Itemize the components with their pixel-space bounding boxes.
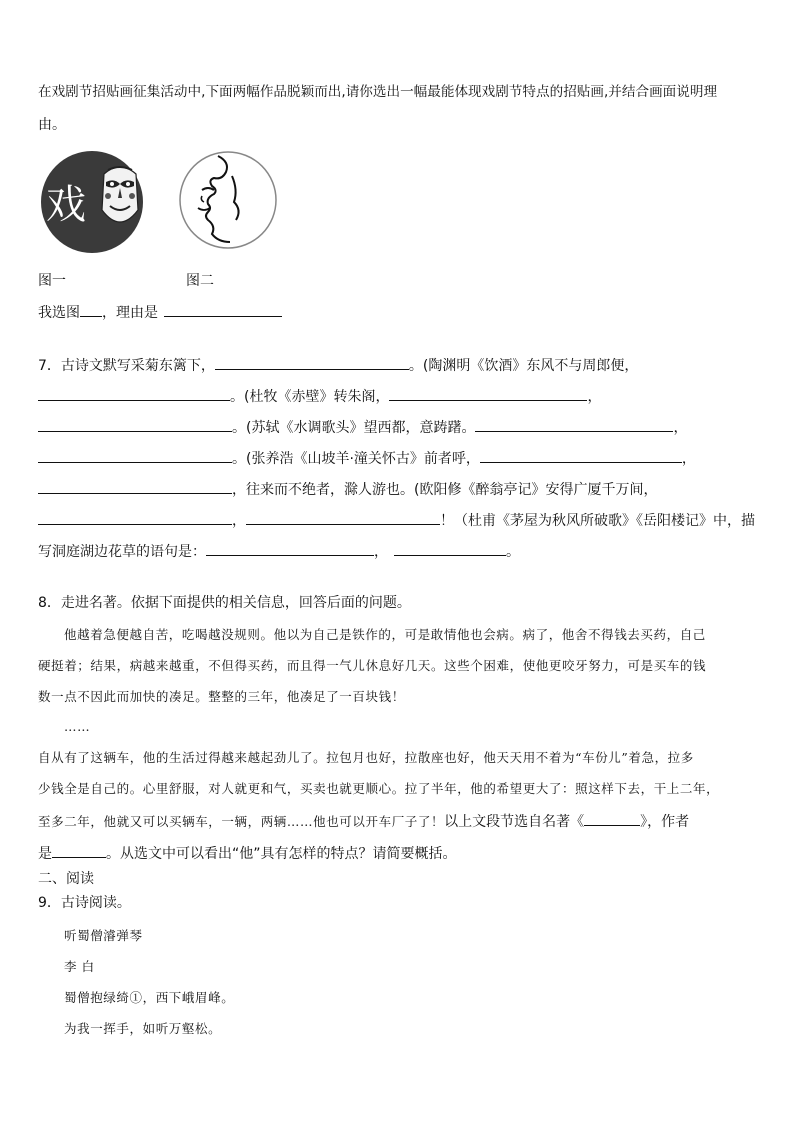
image-label-1: 图一 xyxy=(38,273,66,289)
image1-char: 戏 xyxy=(46,182,86,228)
q7-blank[interactable] xyxy=(394,541,506,556)
answer-prefix: 我选图 xyxy=(38,305,80,321)
q7-blank[interactable] xyxy=(38,417,232,432)
q6-answer-line xyxy=(38,302,282,322)
q7-blank[interactable] xyxy=(38,448,232,463)
q7-text: 。(杜牧《赤壁》转朱阁， xyxy=(230,389,390,405)
q6-intro-line1: 在戏剧节招贴画征集活动中,下面两幅作品脱颖而出,请你选出一幅最能体现戏剧节特点的招贴画,并结合画面说明理 xyxy=(38,84,718,100)
q8-blank-book[interactable] xyxy=(584,811,640,826)
q8-ellipsis: …… xyxy=(64,719,91,734)
poster-image-1 xyxy=(40,150,144,254)
q7-line1 xyxy=(38,355,638,375)
poster-image-2 xyxy=(178,150,278,250)
q7-line3 xyxy=(38,417,687,437)
q7-blank[interactable] xyxy=(38,479,232,494)
q7-line4 xyxy=(38,448,696,468)
q8-p1-line2: 硬挺着；结果，病越来越重，不但得买药，而且得一气儿休息好几天。这些个困难，使他更咬牙努力，可是买车的钱 xyxy=(38,658,707,673)
q7-text: 。 xyxy=(506,544,520,560)
q7-text: ， xyxy=(587,389,602,405)
q7-line2 xyxy=(38,386,601,406)
q7-text: ， xyxy=(681,451,696,467)
q8-p2-line3 xyxy=(38,811,689,831)
section2-heading: 二、阅读 xyxy=(38,871,94,887)
answer-blank-figure[interactable] xyxy=(80,302,102,317)
q7-text: 写洞庭湖边花草的语句是： xyxy=(38,544,206,560)
q7-text: 7．古诗文默写采菊东篱下， xyxy=(38,358,215,374)
poem-line1: 蜀僧抱绿绮①，西下峨眉峰。 xyxy=(64,990,235,1005)
image-label-2: 图二 xyxy=(186,273,214,289)
q9-title: 9．古诗阅读。 xyxy=(38,895,131,911)
q8-text: 。从选文中可以看出“他”具有怎样的特点？请简要概括。 xyxy=(106,846,457,862)
q7-text: 。(苏轼《水调歌头》望西都，意踌躇。 xyxy=(232,420,476,436)
q7-text: ， xyxy=(673,420,688,436)
q8-p2-line1: 自从有了这辆车，他的生活过得越来越起劲儿了。拉包月也好，拉散座也好，他天天用不着为“车份儿”着急，拉多 xyxy=(38,750,694,765)
q8-text: 》，作者 xyxy=(640,814,690,830)
q7-blank[interactable] xyxy=(38,386,230,401)
q7-blank[interactable] xyxy=(215,355,409,370)
q7-blank[interactable] xyxy=(206,541,374,556)
q7-text: 。(陶渊明《饮酒》东风不与周郎便， xyxy=(408,358,639,374)
poem-title: 听蜀僧濬弹琴 xyxy=(64,928,143,943)
q7-blank[interactable] xyxy=(480,448,682,463)
q7-blank[interactable] xyxy=(38,510,232,525)
q8-p1-line1: 他越着急便越自苦，吃喝越没规则。他以为自己是铁作的，可是敢情他也会病。病了，他舍不得钱去买药，自己 xyxy=(64,627,706,642)
q7-text: 。(张养浩《山坡羊·潼关怀古》前者呼， xyxy=(232,451,480,467)
q7-line5 xyxy=(38,479,657,499)
q7-line7 xyxy=(38,541,520,561)
q8-p1-line3: 数一点不因此而加快的凑足。整整的三年，他凑足了一百块钱！ xyxy=(38,689,405,704)
poem-line2: 为我一挥手，如听万壑松。 xyxy=(64,1021,222,1036)
q7-blank[interactable] xyxy=(475,417,673,432)
q8-p2-line2: 少钱全是自己的。心里舒服，对人就更和气，买卖也就更顺心。拉了半年，他的希望更大了：照这样下去，干上二年， xyxy=(38,781,720,796)
q6-intro-line2: 由。 xyxy=(38,117,66,133)
q8-title: 8．走进名著。依据下面提供的相关信息，回答后面的问题。 xyxy=(38,595,411,611)
q7-text: ， xyxy=(374,544,388,560)
q7-text: ， xyxy=(232,513,246,529)
q8-blank-author[interactable] xyxy=(52,843,106,858)
answer-middle: ，理由是 xyxy=(102,305,158,321)
answer-blank-reason[interactable] xyxy=(164,302,282,317)
q7-blank[interactable] xyxy=(389,386,587,401)
q8-text: 是 xyxy=(38,846,52,862)
poem-author: 李 白 xyxy=(64,959,95,974)
q8-text: 至多二年，他就又可以买辆车，一辆，两辆……他也可以开车厂子了！ xyxy=(38,814,445,829)
q8-text: 以上文段节选自名著《 xyxy=(444,814,585,830)
q7-text: ，往来而不绝者，滁人游也。(欧阳修《醉翁亭记》安得广厦千万间， xyxy=(232,482,658,498)
q7-line6 xyxy=(38,510,755,530)
q8-question-line xyxy=(38,843,457,863)
q7-blank[interactable] xyxy=(246,510,440,525)
q7-text: ！（杜甫《茅屋为秋风所破歌》《岳阳楼记》中，描 xyxy=(440,513,755,529)
